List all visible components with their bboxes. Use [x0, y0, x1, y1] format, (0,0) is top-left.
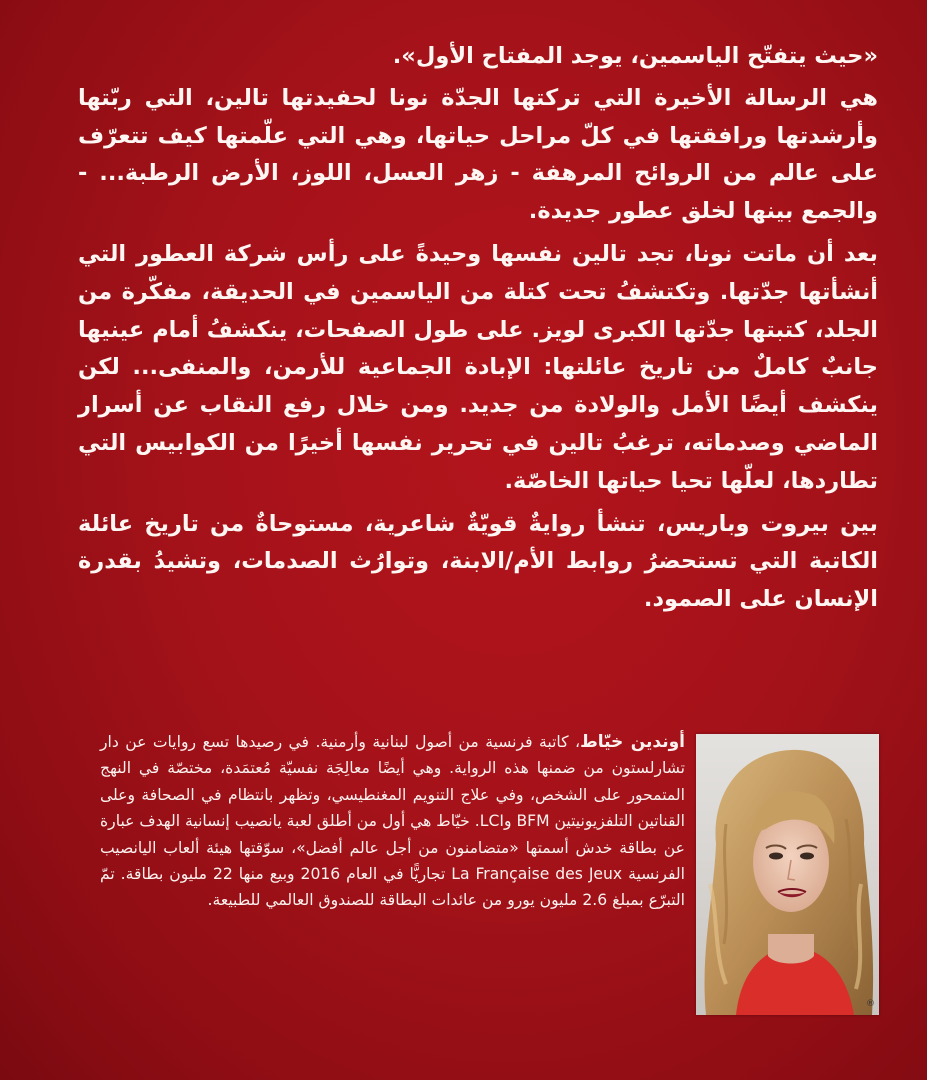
- author-bio-text: ، كاتبة فرنسية من أصول لبنانية وأرمنية. في رصيدها تسع روايات عن دار تشارلستون من ضمنها هذه الرواية. وهي أيضًا معالِجَة نفسيّة مُعتمَدة، مختصّة في النهج المتمحور على الشخص، وفي علاج التنويم المغنطيسي، وتظهر بانتظام في الصحافة وعلى القناتين التلفزيونيتين BFM وLCI. خيّاط هي أول من أطلق لعبة يانصيب إنسانية الهدف عبارة عن بطاقة خدش أسمتها «متضامنون من أجل عالم أفضل»، سوّقتها هيئة ألعاب اليانصيب الفرنسية La Française des Jeux تجاريًّا في العام 2016 وبيع منها 22 مليون بطاقة. تمّ التبرّع بمبلغ 2.6 مليون يورو من عائدات البطاقة للصندوق العالمي للطبيعة.: [100, 733, 685, 910]
- blurb-paragraph-1: هي الرسالة الأخيرة التي تركتها الجدّة نونا لحفيدتها تالين، التي ربّتها وأرشدتها ورافقتها في كلّ مراحل حياتها، وهي التي علّمتها كيف تتعرّف على عالم من الروائح المرهفة - زهر العسل، اللوز، الأرض الرطبة... - والجمع بينها لخلق عطور جديدة.: [78, 84, 878, 225]
- book-blurb: [78, 38, 878, 624]
- author-bio: [100, 729, 685, 914]
- blurb-paragraph-3: بين بيروت وباريس، تنشأ روايةٌ قويّةٌ شاعرية، مستوحاةٌ من تاريخ عائلة الكاتبة التي تستحضرُ روابط الأم/الابنة، وتوارُث الصدمات، وتشيدُ بقدرة الإنسان على الصمود.: [78, 510, 878, 613]
- blurb-opening-quote: «حيث يتفتّح الياسمين، يوجد المفتاح الأول».: [392, 43, 878, 69]
- author-name: أوندين خيّاط: [580, 732, 685, 752]
- svg-text:®: ®: [866, 999, 875, 1009]
- author-photo: [696, 734, 879, 1015]
- blurb-paragraph-2: بعد أن ماتت نونا، تجد تالين نفسها وحيدةً على رأس شركة العطور التي أنشأتها جدّتها. وتكتشفُ تحت كتلة من الياسمين في الحديقة، مفكّرة من الجلد، كتبتها جدّتها الكبرى لويز. على طول الصفحات، ينكشفُ أمام عينيها جانبٌ كاملٌ من تاريخ عائلتها: الإبادة الجماعية للأرمن، والمنفى... لكن ينكشف أيضًا الأمل والولادة من جديد. ومن خلال رفع النقاب عن أسرار الماضي وصدماته، ترغبُ تالين في تحرير نفسها أخيرًا من الكوابيس التي تطاردها، لعلّها تحيا حياتها الخاصّة.: [78, 240, 878, 494]
